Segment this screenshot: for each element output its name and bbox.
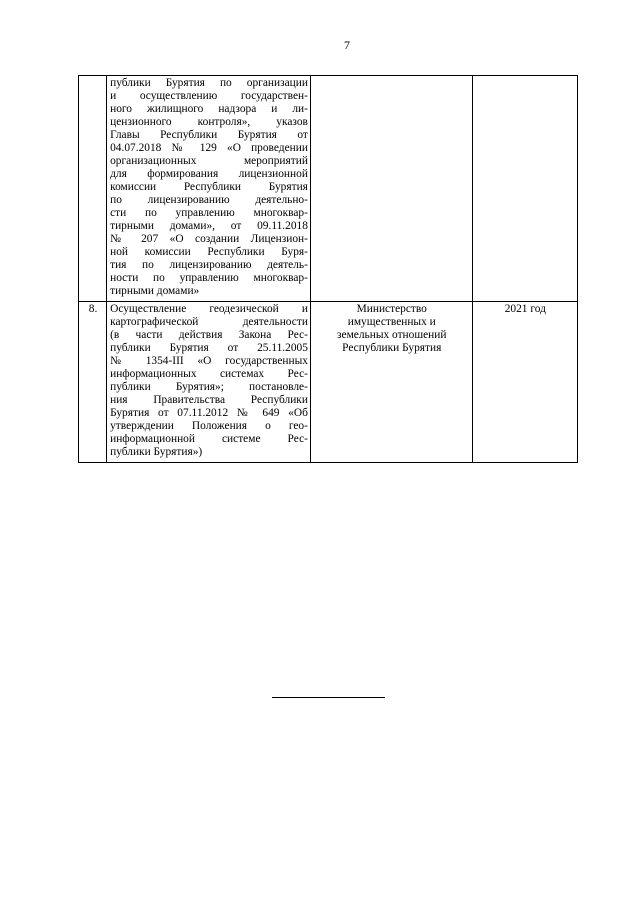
description-line: и осуществлению государствен- bbox=[110, 90, 308, 102]
closing-rule bbox=[272, 697, 385, 698]
description-line: публики Бурятия»; постановле- bbox=[110, 381, 308, 393]
row-organization-cell bbox=[310, 302, 472, 463]
description-line: информационной системе Рес- bbox=[110, 433, 308, 445]
description-line: по лицензированию деятельно- bbox=[110, 194, 308, 206]
description-line: тирными домами» bbox=[110, 285, 200, 297]
organization-line: Министерство bbox=[356, 303, 427, 315]
document-table bbox=[78, 75, 578, 463]
description-line: тирными домами», от 09.11.2018 bbox=[110, 220, 308, 232]
description-line: комиссии Республики Бурятия bbox=[110, 181, 308, 193]
row-date-cell: 2021 год bbox=[472, 302, 577, 463]
description-line: публики Бурятия от 25.11.2005 bbox=[110, 342, 308, 354]
organization-line: имущественных и bbox=[347, 316, 436, 328]
organization-line: земельных отношений bbox=[337, 329, 447, 341]
row-description-cell bbox=[107, 302, 311, 463]
table-row bbox=[79, 76, 578, 302]
row-description-cell bbox=[107, 76, 311, 302]
description-line: информационных системах Рес- bbox=[110, 368, 308, 380]
description-line: для формирования лицензионной bbox=[110, 168, 308, 180]
description-line: ного жилищного надзора и ли- bbox=[110, 103, 308, 115]
description-line: публики Бурятия по организации bbox=[110, 77, 308, 89]
description-line: цензионного контроля», указов bbox=[110, 116, 308, 128]
description-line: организационных мероприятий bbox=[110, 155, 308, 167]
table-row bbox=[79, 302, 578, 463]
page-number: 7 bbox=[344, 38, 350, 52]
description-line: 04.07.2018 № 129 «О проведении bbox=[110, 142, 308, 154]
description-line: утверждении Положения о гео- bbox=[110, 420, 308, 432]
organization-line: Республики Бурятия bbox=[342, 342, 442, 354]
description-line: Бурятия от 07.11.2012 № 649 «Об bbox=[110, 407, 308, 419]
description-line: ния Правительства Республики bbox=[110, 394, 308, 406]
description-line: Осуществление геодезической и bbox=[110, 303, 308, 315]
description-line: ной комиссии Республики Буря- bbox=[110, 246, 308, 258]
row-organization-cell bbox=[310, 76, 472, 302]
description-line: картографической деятельности bbox=[110, 316, 308, 328]
description-line: № 1354-III «О государственных bbox=[110, 355, 308, 367]
description-line: сти по управлению многоквар- bbox=[110, 207, 308, 219]
row-number-cell bbox=[79, 76, 107, 302]
description-line: публики Бурятия») bbox=[110, 446, 203, 458]
description-line: № 207 «О создании Лицензион- bbox=[110, 233, 308, 245]
description-line: (в части действия Закона Рес- bbox=[110, 329, 308, 341]
description-line: тия по лицензированию деятель- bbox=[110, 259, 308, 271]
description-line: Главы Республики Бурятия от bbox=[110, 129, 308, 141]
row-number-cell: 8. bbox=[79, 302, 107, 463]
row-date-cell bbox=[472, 76, 577, 302]
description-line: ности по управлению многоквар- bbox=[110, 272, 308, 284]
